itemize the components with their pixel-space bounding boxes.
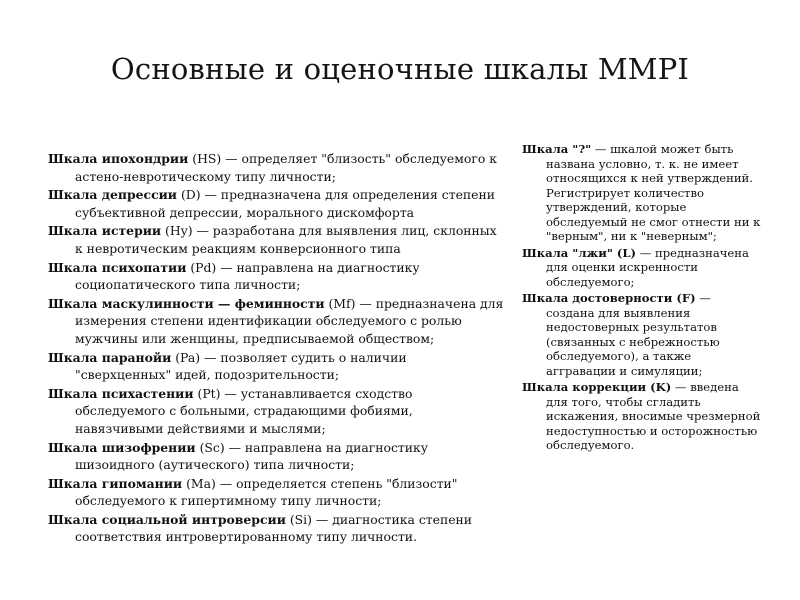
scale-term: Шкала гипомании xyxy=(48,475,183,491)
scale-term: Шкала шизофрении xyxy=(48,439,196,455)
scale-item xyxy=(48,349,504,384)
scale-item xyxy=(48,259,504,294)
scale-term: Шкала депрессии xyxy=(48,187,177,203)
scale-description: (Ma) — определяется степень "близости" обследуемого к гипертимному типу личности; xyxy=(75,475,458,509)
scale-term: Шкала "?" xyxy=(522,142,592,156)
scale-item xyxy=(522,246,762,290)
scale-description: — создана для выявления недостоверных результатов (связанных с небрежностью обследуемого), а также аггравации и симуляции; xyxy=(546,291,720,378)
scale-description: (Pd) — направлена на диагностику социопатического типа личности; xyxy=(75,259,420,293)
scale-description: — шкалой может быть названа условно, т. к. не имеет относящихся к ней утверждений. Регистрирует количество утверждений, которые обследуемый не смог отнести ни к "верным", ни к "неверным"; xyxy=(546,142,761,243)
scale-item xyxy=(48,295,504,348)
scale-description: (HS) — определяет "близость" обследуемого к астено-невротическому типу личности; xyxy=(75,151,497,184)
scale-item xyxy=(48,222,504,257)
scale-item xyxy=(48,511,504,546)
scale-item xyxy=(48,475,504,510)
scale-item xyxy=(522,380,762,453)
scale-item xyxy=(522,142,762,244)
slide-title: Основные и оценочные шкалы MMPI xyxy=(110,52,690,86)
scale-description: (Pa) — позволяет судить о наличии "сверхценных" идей, подозрительности; xyxy=(75,349,407,383)
scale-description: — предназначена для оценки искренности обследуемого; xyxy=(546,245,749,289)
scale-term: Шкала психопатии xyxy=(48,259,187,275)
scale-description: — введена для того, чтобы сгладить искажения, вносимые чрезмерной недоступностью и осторожностью обследуемого. xyxy=(546,380,761,452)
scale-description: (Sc) — направлена на диагностику шизоидного (аутического) типа личности; xyxy=(75,439,429,473)
scale-description: (Hy) — разработана для выявления лиц, склонных к невротическим реакциям конверсионного типа xyxy=(75,223,497,256)
evaluation-scales-column xyxy=(522,142,762,455)
scale-term: Шкала маскулинности — феминности xyxy=(48,295,325,311)
scale-term: Шкала коррекции (K) xyxy=(522,380,672,394)
scale-description: (D) — предназначена для определения степени субъективной депрессии, морального дискомфорта xyxy=(75,187,496,220)
scale-description: (Si) — диагностика степени соответствия интровертированному типу личности. xyxy=(75,511,473,545)
scale-item xyxy=(48,439,504,474)
scale-item xyxy=(522,291,762,378)
scale-item xyxy=(48,150,504,185)
scale-term: Шкала истерии xyxy=(48,223,162,239)
scale-item xyxy=(48,385,504,438)
scale-term: Шкала психастении xyxy=(48,385,194,401)
scale-term: Шкала "лжи" (L) xyxy=(522,245,637,260)
main-scales-column xyxy=(48,150,504,547)
scale-description: (Mf) — предназначена для измерения степени идентификации обследуемого с ролью мужчины или женщины, предписываемой обществом; xyxy=(75,295,504,346)
scale-term: Шкала достоверности (F) xyxy=(522,291,696,305)
scale-description: (Pt) — устанавливается сходство обследуемого с больными, страдающими фобиями, навязчивыми действиями и мыслями; xyxy=(75,385,413,436)
scale-item xyxy=(48,186,504,221)
scale-term: Шкала паранойи xyxy=(48,349,172,365)
scale-term: Шкала ипохондрии xyxy=(48,151,189,166)
scale-term: Шкала социальной интроверсии xyxy=(48,511,286,527)
